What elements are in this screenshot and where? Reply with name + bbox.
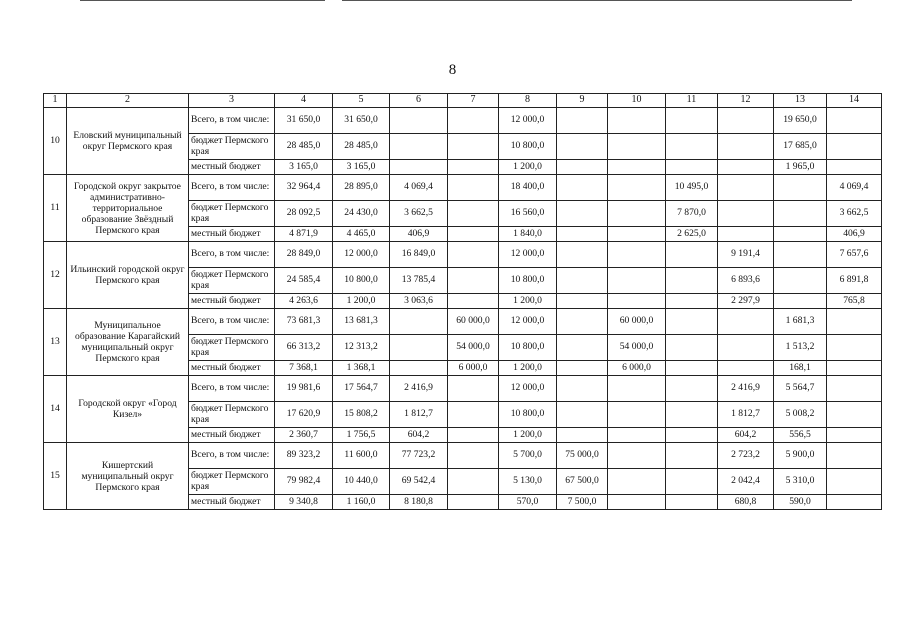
value-cell: 3 165,0 bbox=[275, 160, 333, 175]
value-cell: 1 200,0 bbox=[333, 294, 390, 309]
value-cell: 17 685,0 bbox=[774, 134, 827, 160]
value-cell bbox=[608, 495, 666, 510]
value-cell: 75 000,0 bbox=[557, 443, 608, 469]
value-cell: 1 965,0 bbox=[774, 160, 827, 175]
value-cell: 680,8 bbox=[718, 495, 774, 510]
budget-type: Всего, в том числе: bbox=[189, 242, 275, 268]
value-cell: 60 000,0 bbox=[448, 309, 499, 335]
value-cell: 12 000,0 bbox=[499, 376, 557, 402]
value-cell bbox=[390, 335, 448, 361]
row-number: 15 bbox=[44, 443, 67, 510]
budget-type: местный бюджет bbox=[189, 495, 275, 510]
value-cell bbox=[666, 268, 718, 294]
value-cell: 3 165,0 bbox=[333, 160, 390, 175]
value-cell: 54 000,0 bbox=[448, 335, 499, 361]
value-cell bbox=[666, 160, 718, 175]
value-cell: 60 000,0 bbox=[608, 309, 666, 335]
value-cell: 406,9 bbox=[827, 227, 882, 242]
table-body bbox=[44, 108, 882, 510]
value-cell bbox=[827, 469, 882, 495]
value-cell bbox=[448, 469, 499, 495]
value-cell bbox=[448, 294, 499, 309]
budget-type: местный бюджет bbox=[189, 160, 275, 175]
value-cell: 7 368,1 bbox=[275, 361, 333, 376]
budget-type: бюджет Пермского края bbox=[189, 268, 275, 294]
value-cell: 11 600,0 bbox=[333, 443, 390, 469]
row-number: 13 bbox=[44, 309, 67, 376]
column-header-7: 7 bbox=[448, 94, 499, 108]
value-cell bbox=[827, 160, 882, 175]
value-cell bbox=[718, 175, 774, 201]
value-cell: 5 310,0 bbox=[774, 469, 827, 495]
value-cell bbox=[718, 160, 774, 175]
value-cell: 10 800,0 bbox=[499, 335, 557, 361]
column-header-3: 3 bbox=[189, 94, 275, 108]
table-row bbox=[44, 175, 882, 201]
budget-type: местный бюджет bbox=[189, 227, 275, 242]
value-cell: 1 756,5 bbox=[333, 428, 390, 443]
value-cell bbox=[666, 443, 718, 469]
value-cell: 28 092,5 bbox=[275, 201, 333, 227]
budget-type: Всего, в том числе: bbox=[189, 175, 275, 201]
value-cell bbox=[557, 134, 608, 160]
value-cell bbox=[448, 495, 499, 510]
value-cell bbox=[774, 201, 827, 227]
value-cell bbox=[608, 428, 666, 443]
value-cell: 604,2 bbox=[718, 428, 774, 443]
value-cell bbox=[774, 294, 827, 309]
value-cell: 4 069,4 bbox=[390, 175, 448, 201]
value-cell: 10 800,0 bbox=[499, 134, 557, 160]
value-cell bbox=[666, 294, 718, 309]
value-cell: 9 340,8 bbox=[275, 495, 333, 510]
value-cell bbox=[557, 402, 608, 428]
value-cell: 1 200,0 bbox=[499, 428, 557, 443]
value-cell: 16 560,0 bbox=[499, 201, 557, 227]
value-cell bbox=[666, 402, 718, 428]
value-cell bbox=[666, 376, 718, 402]
value-cell: 4 871,9 bbox=[275, 227, 333, 242]
value-cell: 570,0 bbox=[499, 495, 557, 510]
value-cell: 2 416,9 bbox=[390, 376, 448, 402]
value-cell bbox=[557, 160, 608, 175]
value-cell bbox=[608, 376, 666, 402]
column-header-5: 5 bbox=[333, 94, 390, 108]
value-cell: 7 870,0 bbox=[666, 201, 718, 227]
municipality-name: Ильинский городской округ Пермского края bbox=[67, 242, 189, 309]
value-cell bbox=[608, 242, 666, 268]
value-cell bbox=[827, 134, 882, 160]
value-cell bbox=[666, 335, 718, 361]
value-cell bbox=[666, 495, 718, 510]
value-cell bbox=[666, 428, 718, 443]
value-cell: 2 416,9 bbox=[718, 376, 774, 402]
column-header-9: 9 bbox=[557, 94, 608, 108]
value-cell: 89 323,2 bbox=[275, 443, 333, 469]
value-cell bbox=[557, 361, 608, 376]
value-cell bbox=[448, 108, 499, 134]
value-cell: 18 400,0 bbox=[499, 175, 557, 201]
value-cell: 19 981,6 bbox=[275, 376, 333, 402]
value-cell: 1 513,2 bbox=[774, 335, 827, 361]
table-row bbox=[44, 108, 882, 134]
value-cell bbox=[774, 227, 827, 242]
value-cell: 406,9 bbox=[390, 227, 448, 242]
value-cell bbox=[774, 268, 827, 294]
value-cell bbox=[608, 402, 666, 428]
value-cell: 28 485,0 bbox=[333, 134, 390, 160]
value-cell bbox=[448, 376, 499, 402]
top-edge-line bbox=[342, 0, 852, 1]
page-number: 8 bbox=[448, 62, 457, 78]
value-cell bbox=[666, 242, 718, 268]
value-cell bbox=[718, 361, 774, 376]
value-cell bbox=[557, 175, 608, 201]
value-cell: 69 542,4 bbox=[390, 469, 448, 495]
value-cell: 1 812,7 bbox=[390, 402, 448, 428]
municipality-name: Кишертский муниципальный округ Пермского края bbox=[67, 443, 189, 510]
value-cell bbox=[774, 175, 827, 201]
value-cell: 12 000,0 bbox=[333, 242, 390, 268]
value-cell bbox=[827, 428, 882, 443]
value-cell bbox=[390, 309, 448, 335]
budget-type: Всего, в том числе: bbox=[189, 108, 275, 134]
value-cell: 6 893,6 bbox=[718, 268, 774, 294]
value-cell: 2 297,9 bbox=[718, 294, 774, 309]
value-cell: 2 625,0 bbox=[666, 227, 718, 242]
value-cell: 3 063,6 bbox=[390, 294, 448, 309]
value-cell: 67 500,0 bbox=[557, 469, 608, 495]
value-cell bbox=[448, 402, 499, 428]
value-cell: 7 500,0 bbox=[557, 495, 608, 510]
value-cell: 5 564,7 bbox=[774, 376, 827, 402]
value-cell: 6 000,0 bbox=[448, 361, 499, 376]
value-cell: 73 681,3 bbox=[275, 309, 333, 335]
value-cell: 32 964,4 bbox=[275, 175, 333, 201]
table-row bbox=[44, 242, 882, 268]
value-cell bbox=[557, 201, 608, 227]
column-header-10: 10 bbox=[608, 94, 666, 108]
value-cell: 5 900,0 bbox=[774, 443, 827, 469]
value-cell bbox=[666, 134, 718, 160]
value-cell bbox=[557, 309, 608, 335]
value-cell: 17 564,7 bbox=[333, 376, 390, 402]
value-cell: 15 808,2 bbox=[333, 402, 390, 428]
value-cell: 7 657,6 bbox=[827, 242, 882, 268]
value-cell bbox=[448, 268, 499, 294]
column-header-8: 8 bbox=[499, 94, 557, 108]
value-cell: 28 895,0 bbox=[333, 175, 390, 201]
value-cell bbox=[827, 402, 882, 428]
value-cell: 10 440,0 bbox=[333, 469, 390, 495]
value-cell: 31 650,0 bbox=[275, 108, 333, 134]
value-cell: 10 800,0 bbox=[499, 268, 557, 294]
value-cell: 12 313,2 bbox=[333, 335, 390, 361]
value-cell bbox=[448, 443, 499, 469]
value-cell: 31 650,0 bbox=[333, 108, 390, 134]
value-cell: 1 200,0 bbox=[499, 294, 557, 309]
value-cell: 77 723,2 bbox=[390, 443, 448, 469]
value-cell: 54 000,0 bbox=[608, 335, 666, 361]
value-cell: 9 191,4 bbox=[718, 242, 774, 268]
value-cell: 2 042,4 bbox=[718, 469, 774, 495]
column-header-4: 4 bbox=[275, 94, 333, 108]
value-cell: 28 485,0 bbox=[275, 134, 333, 160]
value-cell: 24 430,0 bbox=[333, 201, 390, 227]
value-cell: 4 263,6 bbox=[275, 294, 333, 309]
value-cell: 79 982,4 bbox=[275, 469, 333, 495]
column-header-1: 1 bbox=[44, 94, 67, 108]
value-cell: 6 891,8 bbox=[827, 268, 882, 294]
budget-type: местный бюджет bbox=[189, 428, 275, 443]
header-row bbox=[44, 94, 882, 108]
value-cell bbox=[557, 335, 608, 361]
value-cell bbox=[827, 335, 882, 361]
value-cell: 3 662,5 bbox=[390, 201, 448, 227]
value-cell: 1 840,0 bbox=[499, 227, 557, 242]
column-header-12: 12 bbox=[718, 94, 774, 108]
column-header-14: 14 bbox=[827, 94, 882, 108]
top-edge-line bbox=[80, 0, 325, 1]
value-cell bbox=[557, 294, 608, 309]
budget-type: местный бюджет bbox=[189, 294, 275, 309]
value-cell: 13 785,4 bbox=[390, 268, 448, 294]
value-cell bbox=[608, 227, 666, 242]
value-cell: 12 000,0 bbox=[499, 309, 557, 335]
value-cell bbox=[448, 160, 499, 175]
budget-type: бюджет Пермского края bbox=[189, 201, 275, 227]
column-header-2: 2 bbox=[67, 94, 189, 108]
value-cell: 1 812,7 bbox=[718, 402, 774, 428]
value-cell bbox=[448, 201, 499, 227]
value-cell: 765,8 bbox=[827, 294, 882, 309]
budget-type: бюджет Пермского края bbox=[189, 335, 275, 361]
value-cell bbox=[448, 428, 499, 443]
table-row bbox=[44, 443, 882, 469]
value-cell bbox=[718, 309, 774, 335]
value-cell bbox=[608, 201, 666, 227]
value-cell: 5 700,0 bbox=[499, 443, 557, 469]
table-header bbox=[44, 94, 882, 108]
value-cell bbox=[557, 376, 608, 402]
value-cell: 5 130,0 bbox=[499, 469, 557, 495]
budget-type: бюджет Пермского края bbox=[189, 134, 275, 160]
municipality-name: Муниципальное образование Карагайский муниципальный округ Пермского края bbox=[67, 309, 189, 376]
value-cell bbox=[718, 335, 774, 361]
value-cell bbox=[608, 175, 666, 201]
value-cell: 10 495,0 bbox=[666, 175, 718, 201]
value-cell bbox=[390, 361, 448, 376]
value-cell: 24 585,4 bbox=[275, 268, 333, 294]
value-cell: 5 008,2 bbox=[774, 402, 827, 428]
value-cell: 1 681,3 bbox=[774, 309, 827, 335]
value-cell bbox=[666, 309, 718, 335]
value-cell: 8 180,8 bbox=[390, 495, 448, 510]
value-cell: 66 313,2 bbox=[275, 335, 333, 361]
value-cell bbox=[557, 268, 608, 294]
value-cell: 2 360,7 bbox=[275, 428, 333, 443]
value-cell bbox=[774, 242, 827, 268]
value-cell bbox=[718, 134, 774, 160]
municipality-name: Городской округ «Город Кизел» bbox=[67, 376, 189, 443]
value-cell bbox=[608, 443, 666, 469]
value-cell bbox=[608, 108, 666, 134]
value-cell bbox=[827, 495, 882, 510]
budget-type: бюджет Пермского края bbox=[189, 402, 275, 428]
value-cell bbox=[827, 361, 882, 376]
value-cell bbox=[608, 268, 666, 294]
value-cell: 556,5 bbox=[774, 428, 827, 443]
value-cell bbox=[557, 242, 608, 268]
budget-type: местный бюджет bbox=[189, 361, 275, 376]
row-number: 14 bbox=[44, 376, 67, 443]
value-cell bbox=[448, 175, 499, 201]
value-cell: 1 160,0 bbox=[333, 495, 390, 510]
table-row bbox=[44, 309, 882, 335]
value-cell bbox=[608, 134, 666, 160]
value-cell bbox=[827, 309, 882, 335]
row-number: 10 bbox=[44, 108, 67, 175]
value-cell bbox=[390, 134, 448, 160]
budget-table bbox=[43, 93, 882, 510]
value-cell bbox=[666, 361, 718, 376]
value-cell: 1 200,0 bbox=[499, 160, 557, 175]
value-cell: 1 368,1 bbox=[333, 361, 390, 376]
value-cell bbox=[718, 201, 774, 227]
value-cell bbox=[608, 160, 666, 175]
value-cell: 12 000,0 bbox=[499, 108, 557, 134]
row-number: 11 bbox=[44, 175, 67, 242]
value-cell bbox=[557, 227, 608, 242]
column-header-11: 11 bbox=[666, 94, 718, 108]
budget-type: Всего, в том числе: bbox=[189, 443, 275, 469]
value-cell bbox=[718, 108, 774, 134]
value-cell bbox=[557, 428, 608, 443]
value-cell: 12 000,0 bbox=[499, 242, 557, 268]
value-cell: 13 681,3 bbox=[333, 309, 390, 335]
value-cell bbox=[827, 376, 882, 402]
value-cell: 6 000,0 bbox=[608, 361, 666, 376]
value-cell bbox=[557, 108, 608, 134]
value-cell: 10 800,0 bbox=[333, 268, 390, 294]
municipality-name: Городской округ закрытое административно-территориальное образование Звёздный Пермского края bbox=[67, 175, 189, 242]
value-cell: 17 620,9 bbox=[275, 402, 333, 428]
value-cell bbox=[390, 160, 448, 175]
value-cell: 10 800,0 bbox=[499, 402, 557, 428]
budget-type: Всего, в том числе: bbox=[189, 376, 275, 402]
row-number: 12 bbox=[44, 242, 67, 309]
value-cell: 28 849,0 bbox=[275, 242, 333, 268]
value-cell: 16 849,0 bbox=[390, 242, 448, 268]
value-cell: 4 069,4 bbox=[827, 175, 882, 201]
budget-type: Всего, в том числе: bbox=[189, 309, 275, 335]
value-cell: 4 465,0 bbox=[333, 227, 390, 242]
value-cell: 168,1 bbox=[774, 361, 827, 376]
value-cell bbox=[448, 242, 499, 268]
budget-type: бюджет Пермского края bbox=[189, 469, 275, 495]
municipality-name: Еловский муниципальный округ Пермского края bbox=[67, 108, 189, 175]
value-cell: 1 200,0 bbox=[499, 361, 557, 376]
value-cell: 2 723,2 bbox=[718, 443, 774, 469]
value-cell: 19 650,0 bbox=[774, 108, 827, 134]
value-cell bbox=[608, 294, 666, 309]
value-cell bbox=[390, 108, 448, 134]
value-cell bbox=[827, 443, 882, 469]
value-cell bbox=[448, 134, 499, 160]
column-header-6: 6 bbox=[390, 94, 448, 108]
value-cell bbox=[448, 227, 499, 242]
value-cell bbox=[666, 108, 718, 134]
column-header-13: 13 bbox=[774, 94, 827, 108]
value-cell bbox=[827, 108, 882, 134]
value-cell: 590,0 bbox=[774, 495, 827, 510]
value-cell bbox=[608, 469, 666, 495]
value-cell bbox=[718, 227, 774, 242]
value-cell: 3 662,5 bbox=[827, 201, 882, 227]
value-cell bbox=[666, 469, 718, 495]
table-row bbox=[44, 376, 882, 402]
value-cell: 604,2 bbox=[390, 428, 448, 443]
